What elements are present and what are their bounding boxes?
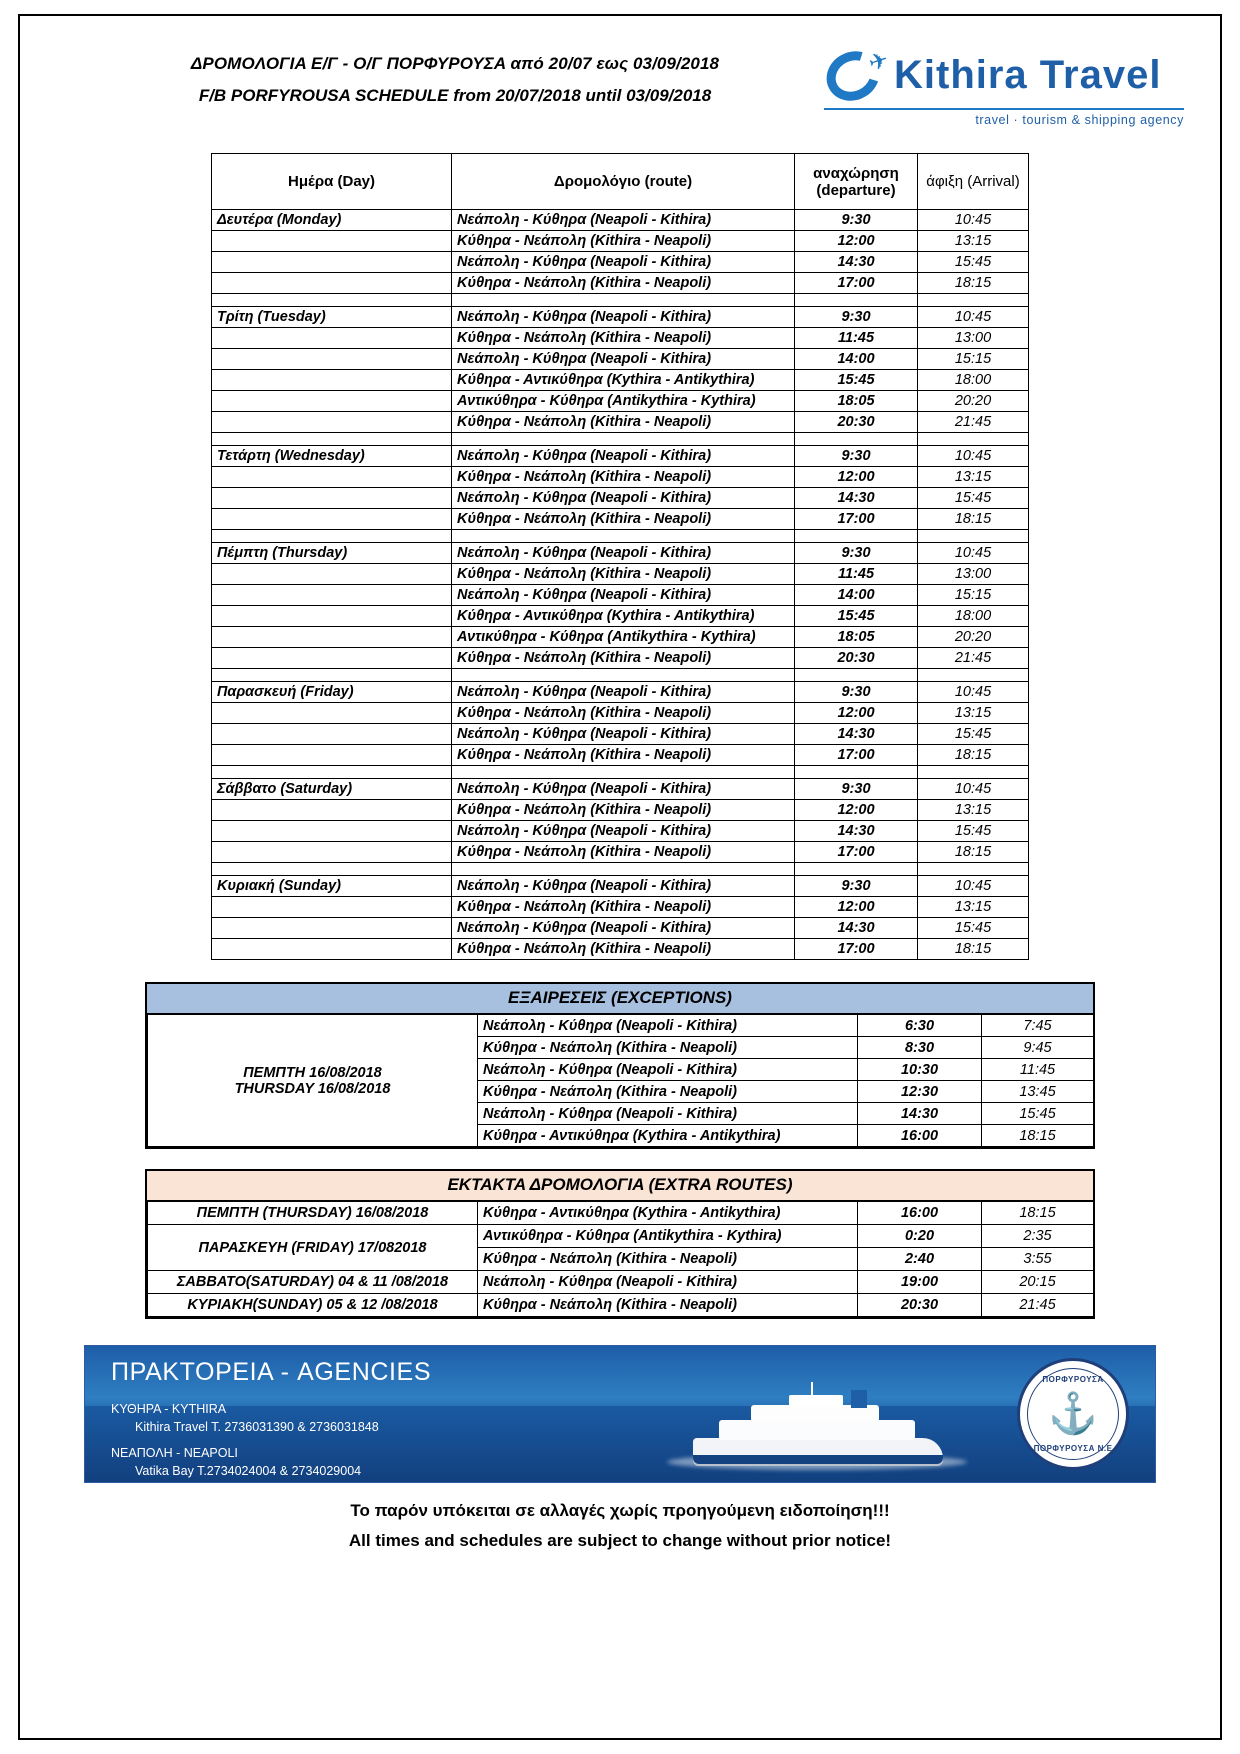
exceptions-departure-cell: 12:30 — [858, 1081, 982, 1103]
day-label: Δευτέρα (Monday) — [212, 210, 452, 231]
arrival-cell: 18:00 — [918, 606, 1029, 627]
route-cell: Κύθηρα - Νεάπολη (Kithira - Neapoli) — [452, 745, 795, 766]
extra-day-cell: ΚΥΡΙΑΚΗ(SUNDAY) 05 & 12 /08/2018 — [148, 1294, 478, 1317]
extra-day-cell: ΣΑΒΒΑΤΟ(SATURDAY) 04 & 11 /08/2018 — [148, 1271, 478, 1294]
arrival-cell: 15:45 — [918, 724, 1029, 745]
arrival-cell: 15:45 — [918, 488, 1029, 509]
table-spacer-row — [212, 433, 1029, 446]
departure-cell: 9:30 — [794, 682, 917, 703]
route-cell: Κύθηρα - Νεάπολη (Kithira - Neapoli) — [452, 800, 795, 821]
exceptions-route-cell: Κύθηρα - Νεάπολη (Kithira - Neapoli) — [478, 1037, 858, 1059]
departure-cell: 17:00 — [794, 273, 917, 294]
table-row — [212, 876, 1029, 897]
extra-day-cell: ΠΕΜΠΤΗ (THURSDAY) 16/08/2018 — [148, 1202, 478, 1225]
arrival-cell: 13:15 — [918, 231, 1029, 252]
day-empty — [212, 564, 452, 585]
route-cell: Νεάπολη - Κύθηρα (Neapoli - Kithira) — [452, 918, 795, 939]
route-cell: Κύθηρα - Νεάπολη (Kithira - Neapoli) — [452, 564, 795, 585]
extra-route-cell: Κύθηρα - Νεάπολη (Kithira - Neapoli) — [478, 1294, 858, 1317]
departure-cell: 14:30 — [794, 918, 917, 939]
extra-arrival-cell: 2:35 — [982, 1225, 1094, 1248]
table-spacer-row — [212, 530, 1029, 543]
arrival-cell: 13:00 — [918, 564, 1029, 585]
route-cell: Νεάπολη - Κύθηρα (Neapoli - Kithira) — [452, 876, 795, 897]
table-row — [212, 842, 1029, 863]
route-cell: Αντικύθηρα - Κύθηρα (Antikythira - Kythira) — [452, 391, 795, 412]
departure-cell: 12:00 — [794, 467, 917, 488]
arrival-cell: 10:45 — [918, 307, 1029, 328]
departure-cell: 9:30 — [794, 307, 917, 328]
day-label: Πέμπτη (Thursday) — [212, 543, 452, 564]
extra-departure-cell: 0:20 — [858, 1225, 982, 1248]
day-empty — [212, 273, 452, 294]
exceptions-departure-cell: 16:00 — [858, 1125, 982, 1147]
departure-cell: 14:30 — [794, 821, 917, 842]
departure-cell: 14:30 — [794, 724, 917, 745]
departure-cell: 11:45 — [794, 328, 917, 349]
route-cell: Κύθηρα - Νεάπολη (Kithira - Neapoli) — [452, 939, 795, 960]
departure-cell: 14:00 — [794, 585, 917, 606]
arrival-cell: 18:00 — [918, 370, 1029, 391]
table-row — [212, 412, 1029, 433]
logo-name: Kithira Travel — [894, 53, 1162, 97]
arrival-cell: 10:45 — [918, 210, 1029, 231]
route-cell: Κύθηρα - Νεάπολη (Kithira - Neapoli) — [452, 231, 795, 252]
extra-routes-row — [148, 1225, 1094, 1248]
table-spacer-row — [212, 669, 1029, 682]
agency-neapoli-phone: Vatika Bay T.2734024004 & 2734029004 — [135, 1464, 362, 1479]
route-cell: Νεάπολη - Κύθηρα (Neapoli - Kithira) — [452, 349, 795, 370]
departure-cell: 20:30 — [794, 412, 917, 433]
route-cell: Νεάπολη - Κύθηρα (Neapoli - Kithira) — [452, 210, 795, 231]
title-greek: ΔΡΟΜΟΛΟΓΙΑ Ε/Γ - Ο/Γ ΠΟΡΦΥΡΟΥΣΑ από 20/07 εως 03/09/2018 — [190, 54, 720, 73]
footer-notes — [46, 1501, 1194, 1551]
exceptions-day-gr: ΠΕΜΠΤΗ 16/08/2018 — [243, 1064, 382, 1081]
table-row — [212, 648, 1029, 669]
table-spacer-row — [212, 766, 1029, 779]
extra-arrival-cell: 20:15 — [982, 1271, 1094, 1294]
departure-cell: 14:00 — [794, 349, 917, 370]
departure-cell: 17:00 — [794, 939, 917, 960]
table-row — [212, 543, 1029, 564]
departure-cell: 12:00 — [794, 703, 917, 724]
day-empty — [212, 231, 452, 252]
table-row — [212, 682, 1029, 703]
header-titles — [56, 42, 824, 106]
departure-cell: 15:45 — [794, 370, 917, 391]
table-row — [212, 252, 1029, 273]
arrival-cell: 10:45 — [918, 682, 1029, 703]
agency-neapoli-label: ΝΕΑΠΟΛΗ - NEAPOLI — [111, 1446, 238, 1461]
route-cell: Κύθηρα - Νεάπολη (Kithira - Neapoli) — [452, 509, 795, 530]
company-logo — [824, 42, 1184, 127]
table-spacer-row — [212, 863, 1029, 876]
table-row — [212, 703, 1029, 724]
extra-routes-table — [147, 1201, 1094, 1317]
table-row — [212, 328, 1029, 349]
day-empty — [212, 328, 452, 349]
exceptions-departure-cell: 8:30 — [858, 1037, 982, 1059]
route-cell: Κύθηρα - Αντικύθηρα (Kythira - Antikythira) — [452, 606, 795, 627]
extra-routes-block — [145, 1169, 1095, 1319]
exceptions-route-cell: Κύθηρα - Αντικύθηρα (Kythira - Antikythira) — [478, 1125, 858, 1147]
note-greek: Το παρόν υπόκειται σε αλλαγές χωρίς προηγούμενη ειδοποίηση!!! — [350, 1501, 890, 1520]
departure-cell: 17:00 — [794, 509, 917, 530]
table-row — [212, 349, 1029, 370]
ferry-illustration — [693, 1390, 943, 1464]
day-empty — [212, 349, 452, 370]
exceptions-arrival-cell: 11:45 — [982, 1059, 1094, 1081]
arrival-cell: 18:15 — [918, 939, 1029, 960]
extra-departure-cell: 20:30 — [858, 1294, 982, 1317]
extra-routes-title: ΕΚΤΑΚΤΑ ΔΡΟΜΟΛΟΓΙΑ (EXTRA ROUTES) — [147, 1171, 1093, 1201]
departure-cell: 12:00 — [794, 231, 917, 252]
agency-kythira-phone: Kithira Travel T. 2736031390 & 2736031848 — [135, 1420, 379, 1435]
day-label: Τρίτη (Tuesday) — [212, 307, 452, 328]
arrival-cell: 18:15 — [918, 273, 1029, 294]
schedule-table — [211, 153, 1029, 960]
departure-cell: 12:00 — [794, 897, 917, 918]
route-cell: Κύθηρα - Νεάπολη (Kithira - Neapoli) — [452, 412, 795, 433]
document-header — [46, 30, 1194, 127]
exceptions-row — [148, 1015, 1094, 1037]
day-empty — [212, 252, 452, 273]
extra-departure-cell: 19:00 — [858, 1271, 982, 1294]
arrival-cell: 15:15 — [918, 349, 1029, 370]
table-row — [212, 273, 1029, 294]
exceptions-day-cell — [148, 1015, 478, 1147]
extra-route-cell: Κύθηρα - Νεάπολη (Kithira - Neapoli) — [478, 1248, 858, 1271]
arrival-cell: 10:45 — [918, 446, 1029, 467]
table-row — [212, 939, 1029, 960]
exceptions-arrival-cell: 15:45 — [982, 1103, 1094, 1125]
departure-cell: 17:00 — [794, 745, 917, 766]
departure-cell: 9:30 — [794, 779, 917, 800]
departure-cell: 9:30 — [794, 446, 917, 467]
day-empty — [212, 745, 452, 766]
departure-cell: 12:00 — [794, 800, 917, 821]
extra-route-cell: Αντικύθηρα - Κύθηρα (Antikythira - Kythira) — [478, 1225, 858, 1248]
day-empty — [212, 391, 452, 412]
arrival-cell: 15:15 — [918, 585, 1029, 606]
exceptions-route-cell: Νεάπολη - Κύθηρα (Neapoli - Kithira) — [478, 1015, 858, 1037]
day-empty — [212, 370, 452, 391]
arrival-cell: 15:45 — [918, 252, 1029, 273]
route-cell: Νεάπολη - Κύθηρα (Neapoli - Kithira) — [452, 724, 795, 745]
arrival-cell: 15:45 — [918, 918, 1029, 939]
day-empty — [212, 467, 452, 488]
arrival-cell: 21:45 — [918, 648, 1029, 669]
route-cell: Νεάπολη - Κύθηρα (Neapoli - Kithira) — [452, 682, 795, 703]
banner-contact-lines — [111, 1400, 379, 1481]
document-body — [18, 14, 1222, 1740]
schedule-table-wrapper — [211, 153, 1029, 960]
arrival-cell: 10:45 — [918, 876, 1029, 897]
departure-cell: 18:05 — [794, 627, 917, 648]
day-empty — [212, 821, 452, 842]
table-row — [212, 446, 1029, 467]
table-row — [212, 745, 1029, 766]
route-cell: Νεάπολη - Κύθηρα (Neapoli - Kithira) — [452, 446, 795, 467]
extra-day-cell: ΠΑΡΑΣΚΕΥΗ (FRIDAY) 17/082018 — [148, 1225, 478, 1271]
table-row — [212, 391, 1029, 412]
table-header-row — [212, 154, 1029, 210]
arrival-cell: 21:45 — [918, 412, 1029, 433]
departure-cell: 9:30 — [794, 876, 917, 897]
arrival-cell: 18:15 — [918, 842, 1029, 863]
table-row — [212, 585, 1029, 606]
arrival-cell: 20:20 — [918, 627, 1029, 648]
departure-cell: 9:30 — [794, 543, 917, 564]
day-empty — [212, 800, 452, 821]
route-cell: Κύθηρα - Νεάπολη (Kithira - Neapoli) — [452, 273, 795, 294]
day-empty — [212, 897, 452, 918]
table-spacer-row — [212, 294, 1029, 307]
extra-route-cell: Νεάπολη - Κύθηρα (Neapoli - Kithira) — [478, 1271, 858, 1294]
extra-arrival-cell: 21:45 — [982, 1294, 1094, 1317]
table-row — [212, 307, 1029, 328]
departure-cell: 18:05 — [794, 391, 917, 412]
day-label: Παρασκευή (Friday) — [212, 682, 452, 703]
extra-arrival-cell: 3:55 — [982, 1248, 1094, 1271]
extra-routes-row — [148, 1202, 1094, 1225]
col-header-departure: αναχώρηση (departure) — [794, 154, 917, 210]
agencies-banner — [84, 1345, 1156, 1483]
col-header-day: Ημέρα (Day) — [212, 154, 452, 210]
departure-cell: 9:30 — [794, 210, 917, 231]
route-cell: Νεάπολη - Κύθηρα (Neapoli - Kithira) — [452, 543, 795, 564]
arrival-cell: 18:15 — [918, 509, 1029, 530]
route-cell: Κύθηρα - Νεάπολη (Kithira - Neapoli) — [452, 842, 795, 863]
extra-route-cell: Κύθηρα - Αντικύθηρα (Kythira - Antikythira) — [478, 1202, 858, 1225]
route-cell: Νεάπολη - Κύθηρα (Neapoli - Kithira) — [452, 488, 795, 509]
table-row — [212, 370, 1029, 391]
title-english: F/B PORFYROUSA SCHEDULE from 20/07/2018 until 03/09/2018 — [198, 86, 712, 105]
arrival-cell: 13:00 — [918, 328, 1029, 349]
route-cell: Αντικύθηρα - Κύθηρα (Antikythira - Kythira) — [452, 627, 795, 648]
day-label: Κυριακή (Sunday) — [212, 876, 452, 897]
exceptions-day-en: THURSDAY 16/08/2018 — [234, 1080, 391, 1097]
route-cell: Νεάπολη - Κύθηρα (Neapoli - Kithira) — [452, 307, 795, 328]
day-empty — [212, 724, 452, 745]
route-cell: Κύθηρα - Αντικύθηρα (Kythira - Antikythira) — [452, 370, 795, 391]
day-empty — [212, 606, 452, 627]
note-english: All times and schedules are subject to change without prior notice! — [348, 1531, 892, 1550]
table-row — [212, 897, 1029, 918]
exceptions-block — [145, 982, 1095, 1149]
day-empty — [212, 918, 452, 939]
arrival-cell: 13:15 — [918, 897, 1029, 918]
table-row — [212, 800, 1029, 821]
exceptions-route-cell: Κύθηρα - Νεάπολη (Kithira - Neapoli) — [478, 1081, 858, 1103]
route-cell: Νεάπολη - Κύθηρα (Neapoli - Kithira) — [452, 821, 795, 842]
col-header-route: Δρομολόγιο (route) — [452, 154, 795, 210]
arrival-cell: 13:15 — [918, 800, 1029, 821]
departure-cell: 14:30 — [794, 252, 917, 273]
table-row — [212, 606, 1029, 627]
departure-cell: 14:30 — [794, 488, 917, 509]
extra-departure-cell: 2:40 — [858, 1248, 982, 1271]
departure-cell: 15:45 — [794, 606, 917, 627]
table-row — [212, 564, 1029, 585]
day-empty — [212, 842, 452, 863]
departure-cell: 20:30 — [794, 648, 917, 669]
route-cell: Κύθηρα - Νεάπολη (Kithira - Neapoli) — [452, 703, 795, 724]
logo-row — [824, 46, 1161, 104]
table-row — [212, 724, 1029, 745]
anchor-icon: ⚓ — [1048, 1392, 1098, 1436]
exceptions-departure-cell: 10:30 — [858, 1059, 982, 1081]
table-row — [212, 779, 1029, 800]
extra-departure-cell: 16:00 — [858, 1202, 982, 1225]
day-empty — [212, 585, 452, 606]
route-cell: Νεάπολη - Κύθηρα (Neapoli - Kithira) — [452, 585, 795, 606]
seal-top-text: ΠΟΡΦΥΡΟΥΣΑ — [1042, 1375, 1104, 1384]
arrival-cell: 20:20 — [918, 391, 1029, 412]
exceptions-arrival-cell: 18:15 — [982, 1125, 1094, 1147]
arrival-cell: 13:15 — [918, 703, 1029, 724]
table-row — [212, 467, 1029, 488]
extra-routes-row — [148, 1294, 1094, 1317]
exceptions-arrival-cell: 13:45 — [982, 1081, 1094, 1103]
arrival-cell: 10:45 — [918, 779, 1029, 800]
table-row — [212, 918, 1029, 939]
day-empty — [212, 939, 452, 960]
day-empty — [212, 703, 452, 724]
arrival-cell: 18:15 — [918, 745, 1029, 766]
extra-routes-row — [148, 1271, 1094, 1294]
banner-heading: ΠΡΑΚΤΟΡΕΙΑ - AGENCIES — [111, 1358, 432, 1386]
day-label: Σάββατο (Saturday) — [212, 779, 452, 800]
exceptions-route-cell: Νεάπολη - Κύθηρα (Neapoli - Kithira) — [478, 1059, 858, 1081]
arrival-cell: 15:45 — [918, 821, 1029, 842]
agency-kythira-label: ΚΥΘΗΡΑ - KYTHIRA — [111, 1402, 227, 1416]
logo-tagline: travel · tourism & shipping agency — [824, 108, 1184, 127]
table-row — [212, 509, 1029, 530]
exceptions-title: ΕΞΑΙΡΕΣΕΙΣ (EXCEPTIONS) — [147, 984, 1093, 1014]
day-empty — [212, 412, 452, 433]
table-row — [212, 210, 1029, 231]
day-empty — [212, 627, 452, 648]
day-empty — [212, 488, 452, 509]
route-cell: Νεάπολη - Κύθηρα (Neapoli - Kithira) — [452, 779, 795, 800]
day-empty — [212, 648, 452, 669]
arrival-cell: 13:15 — [918, 467, 1029, 488]
airplane-swoosh-icon: ✈ — [824, 46, 886, 104]
table-row — [212, 821, 1029, 842]
exceptions-arrival-cell: 7:45 — [982, 1015, 1094, 1037]
extra-arrival-cell: 18:15 — [982, 1202, 1094, 1225]
day-empty — [212, 509, 452, 530]
table-row — [212, 488, 1029, 509]
seal-bottom-text: ΠΟΡΦΥΡΟΥΣΑ Ν.Ε — [1033, 1444, 1113, 1453]
route-cell: Κύθηρα - Νεάπολη (Kithira - Neapoli) — [452, 897, 795, 918]
route-cell: Κύθηρα - Νεάπολη (Kithira - Neapoli) — [452, 328, 795, 349]
porfyrousa-seal-icon — [1017, 1358, 1129, 1470]
route-cell: Νεάπολη - Κύθηρα (Neapoli - Kithira) — [452, 252, 795, 273]
departure-cell: 17:00 — [794, 842, 917, 863]
departure-cell: 11:45 — [794, 564, 917, 585]
route-cell: Κύθηρα - Νεάπολη (Kithira - Neapoli) — [452, 467, 795, 488]
col-header-arrival: άφιξη (Arrival) — [918, 154, 1029, 210]
exceptions-arrival-cell: 9:45 — [982, 1037, 1094, 1059]
exceptions-departure-cell: 6:30 — [858, 1015, 982, 1037]
exceptions-route-cell: Νεάπολη - Κύθηρα (Neapoli - Kithira) — [478, 1103, 858, 1125]
exceptions-departure-cell: 14:30 — [858, 1103, 982, 1125]
day-label: Τετάρτη (Wednesday) — [212, 446, 452, 467]
table-row — [212, 231, 1029, 252]
exceptions-table — [147, 1014, 1094, 1147]
route-cell: Κύθηρα - Νεάπολη (Kithira - Neapoli) — [452, 648, 795, 669]
table-row — [212, 627, 1029, 648]
arrival-cell: 10:45 — [918, 543, 1029, 564]
